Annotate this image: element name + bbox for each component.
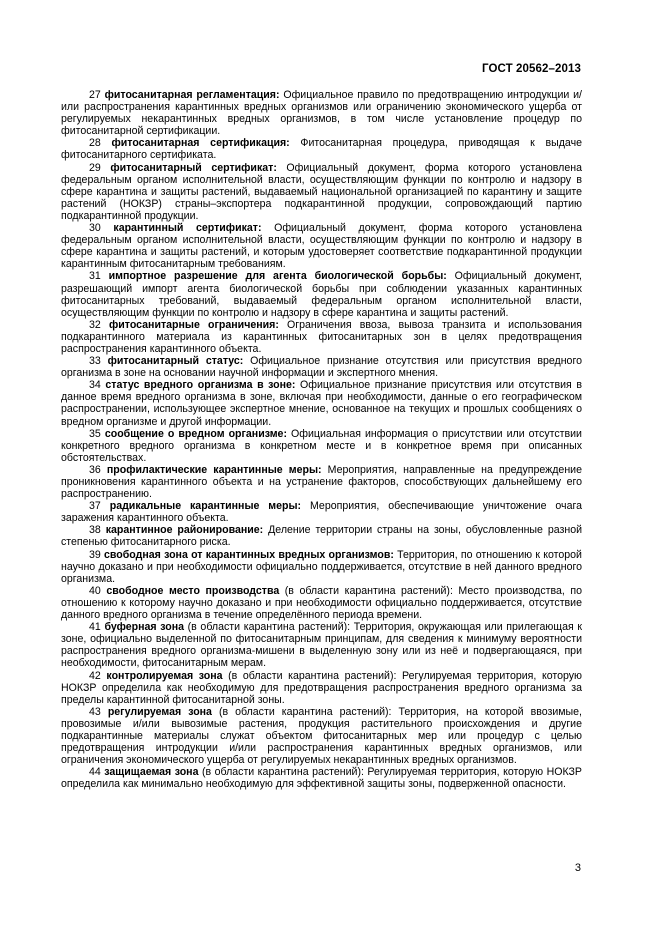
definition-entry bbox=[61, 585, 582, 621]
definition-entry bbox=[61, 222, 582, 270]
definition-entry bbox=[61, 89, 582, 137]
entry-term: фитосанитарные ограничения: bbox=[108, 318, 279, 331]
entry-number: 31 bbox=[89, 270, 101, 283]
definition-entry bbox=[61, 524, 582, 548]
entry-number: 33 bbox=[89, 355, 101, 368]
definition-entry bbox=[61, 379, 582, 427]
entry-number: 37 bbox=[89, 500, 101, 513]
definition-entry bbox=[61, 162, 582, 222]
entry-term: карантинное районирование: bbox=[105, 524, 264, 537]
entry-term: статус вредного организма в зоне: bbox=[105, 379, 296, 392]
entry-definition: Мероприятия, направленные на предупреждение проникновения карантинного объекта и на устранение факторов, способствующих дальнейшему его распространению. bbox=[61, 463, 582, 501]
entry-term: свободное место производства bbox=[106, 584, 280, 597]
entry-term: контролируемая зона bbox=[106, 669, 223, 682]
entry-definition: Ограничения ввоза, вывоза транзита и использования подкарантинного материала из карантинных фитосанитарных зон в целях предотвращения распространения карантинного объекта. bbox=[61, 318, 582, 355]
definitions-list bbox=[61, 89, 582, 790]
entry-term: фитосанитарный сертификат: bbox=[110, 161, 277, 174]
entry-definition: (в области карантина растений): Территория, окружающая или прилегающая к зоне, официально выделенной по фитосанитарным принципам, для сведения к минимуму вероятности распространения вредного организма-мишени в выделенную зону или из неё и подвергающаяся, при необходимости, фитосанитарным мерам. bbox=[61, 621, 582, 670]
entry-term: фитосанитарная сертификация: bbox=[111, 137, 290, 150]
entry-term: фитосанитарная регламентация: bbox=[104, 89, 280, 101]
entry-term: радикальные карантинные меры: bbox=[109, 500, 302, 513]
document-id-header: ГОСТ 20562–2013 bbox=[481, 63, 581, 75]
entry-number: 35 bbox=[89, 427, 101, 440]
definition-entry bbox=[61, 319, 582, 355]
entry-definition: (в области карантина растений): Территория, на которой ввозимые, провозимые и/или вывозимые растения, продукция растительного происхождения и другие подкарантинные материалы служат объектом фитосанитарных мер или процедур с целью предотвращения интродукции и/или распространения карантинных вредных организмов, или ограничения экономического ущерба от регулируемых некарантинных вредных организмов. bbox=[61, 705, 582, 767]
entry-number: 39 bbox=[89, 548, 101, 561]
entry-number: 36 bbox=[89, 463, 101, 476]
entry-term: регулируемая зона bbox=[107, 705, 212, 718]
definition-entry bbox=[61, 766, 582, 790]
entry-definition: Официальный документ, разрешающий импорт агента биологической борьбы при соблюдении указанных карантинных фитосанитарных требований, выдаваемый федеральным органом исполнительной власти, осуществляющим функции по контролю и надзору в сфере карантина и защиты растений. bbox=[61, 270, 582, 319]
entry-definition: Официальное признание отсутствия или присутствия вредного организма в зоне на основании научной информации и экспертного мнения. bbox=[61, 355, 582, 380]
entry-term: сообщение о вредном организме: bbox=[104, 427, 287, 440]
entry-term: буферная зона bbox=[104, 621, 184, 634]
definition-entry bbox=[61, 270, 582, 318]
entry-definition: (в области карантина растений): Регулируемая территория, которую НОКЗР определила как необходимую для предотвращения распространения вредного организма за пределы карантинной фитосанитарной зоны. bbox=[61, 669, 582, 706]
definition-entry bbox=[61, 621, 582, 669]
entry-number: 30 bbox=[89, 222, 101, 235]
entry-number: 32 bbox=[89, 318, 101, 331]
entry-definition: Официальный документ, форма которого установлена федеральным органом исполнительной власти, осуществляющим функции по контролю и надзору в сфере карантина и защиты растений, и которым удостоверяет соответствие подкарантинной продукции карантинным фитосанитарным требованиям. bbox=[61, 222, 582, 271]
definition-entry bbox=[61, 428, 582, 464]
entry-number: 28 bbox=[89, 137, 101, 150]
entry-term: фитосанитарный статус: bbox=[107, 355, 244, 368]
entry-number: 34 bbox=[89, 379, 101, 392]
entry-definition: (в области карантина растений): Регулируемая территория, которую НОКЗР определила как минимально необходимую для эффективной защиты зоны, подверженной опасности. bbox=[61, 766, 582, 791]
entry-number: 44 bbox=[89, 766, 101, 779]
entry-number: 41 bbox=[89, 621, 101, 634]
page-number: 3 bbox=[574, 862, 581, 874]
definition-entry bbox=[61, 670, 582, 706]
entry-number: 27 bbox=[89, 89, 101, 101]
entry-term: импортное разрешение для агента биологической борьбы: bbox=[108, 270, 447, 283]
entry-definition: Официальное правило по предотвращению интродукции и/или распространения карантинных вредных организмов или ограничению экономического ущерба от регулируемых некарантинных вредных организмов, в том числе установление процедур по фитосанитарной сертификации. bbox=[61, 89, 582, 138]
definition-entry bbox=[61, 706, 582, 766]
entry-definition: Официальное признание присутствия или отсутствия в данное время вредного организма в зоне, включая при необходимости, данные о его географическом распространении, использующее экспертное мнение, основанное на текущих и прошлых сообщениях о вредном организме и другой информации. bbox=[61, 379, 582, 428]
entry-number: 40 bbox=[89, 584, 101, 597]
definition-entry bbox=[61, 549, 582, 585]
definition-entry bbox=[61, 137, 582, 161]
entry-term: свободная зона от карантинных вредных организмов: bbox=[104, 548, 394, 561]
entry-term: профилактические карантинные меры: bbox=[106, 463, 322, 476]
entry-number: 29 bbox=[89, 161, 101, 174]
entry-definition: Официальная информация о присутствии или отсутствии конкретного вредного организма в конкретном месте и в конкретное время при описанных обстоятельствах. bbox=[61, 427, 582, 464]
definition-entry bbox=[61, 464, 582, 500]
entry-number: 43 bbox=[89, 705, 101, 718]
entry-definition: Официальный документ, форма которого установлена федеральным органом исполнительной власти, осуществляющим функции по контролю и надзору в сфере карантина и защиты растений, выдаваемый национальной организацией по карантину и защите растений (НОКЗР) страны–экспортера подкарантинной продукции, сопровождающий партию подкарантинной продукции. bbox=[61, 161, 582, 222]
entry-term: карантинный сертификат: bbox=[113, 222, 262, 235]
entry-definition: Территория, по отношению к которой научно доказано и при необходимости официально поддерживается, отсутствие в ней данного вредного организма. bbox=[61, 548, 582, 585]
entry-definition: Деление территории страны на зоны, обусловленные разной степенью фитосанитарного риска. bbox=[61, 524, 582, 549]
entry-definition: Фитосанитарная процедура, приводящая к выдаче фитосанитарного сертификата. bbox=[61, 137, 582, 162]
entry-term: защищаемая зона bbox=[104, 766, 199, 779]
definition-entry bbox=[61, 500, 582, 524]
entry-definition: Мероприятия, обеспечивающие уничтожение очага заражения карантинного объекта. bbox=[61, 500, 582, 525]
definition-entry bbox=[61, 355, 582, 379]
entry-number: 42 bbox=[89, 669, 101, 682]
entry-number: 38 bbox=[89, 524, 101, 537]
entry-definition: (в области карантина растений): Место производства, по отношению к которому научно доказано и при необходимости официально поддерживается, отсутствие данного вредного организма в течение определённого периода времени. bbox=[61, 584, 582, 622]
